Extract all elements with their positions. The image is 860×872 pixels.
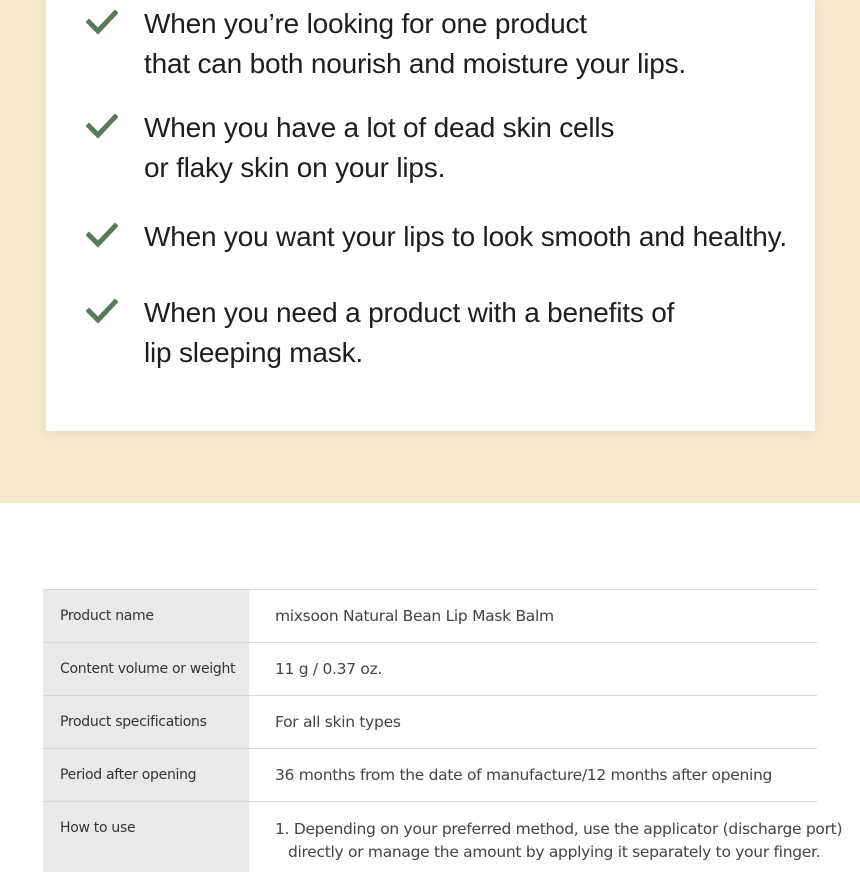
row-value: 11 g / 0.37 oz.: [275, 660, 383, 678]
benefit-line: that can both nourish and moisture your lips.: [144, 48, 686, 79]
benefit-line: When you want your lips to look smooth and healthy.: [144, 221, 787, 252]
row-value: For all skin types: [275, 713, 401, 731]
check-icon: [86, 113, 118, 139]
table-row: [43, 642, 817, 695]
check-icon: [86, 9, 118, 35]
table-row: [43, 695, 817, 748]
table-row: [43, 589, 817, 642]
row-value: [249, 802, 842, 872]
benefit-text: [144, 217, 787, 257]
benefit-line: When you have a lot of dead skin cells: [144, 112, 615, 143]
row-label: Content volume or weight: [43, 643, 249, 695]
benefit-line: When you’re looking for one product: [144, 8, 587, 39]
benefit-line: lip sleeping mask.: [144, 337, 363, 368]
table-row: [43, 801, 843, 872]
row-label: Period after opening: [43, 749, 249, 801]
benefit-text: [144, 4, 686, 84]
row-label: Product specifications: [43, 696, 249, 748]
benefit-text: [144, 293, 674, 373]
row-value: 36 months from the date of manufacture/12 months after opening: [275, 766, 773, 784]
product-spec-table: [43, 589, 843, 872]
how-to-use-line: directly or manage the amount by applying it separately to your finger.: [288, 843, 821, 861]
how-to-use-line: 1. Depending on your preferred method, use the applicator (discharge port): [275, 820, 843, 838]
benefit-text: [144, 108, 614, 188]
row-label: Product name: [43, 590, 249, 642]
benefit-line: or flaky skin on your lips.: [144, 152, 446, 183]
row-label: How to use: [43, 802, 249, 872]
table-row: [43, 748, 817, 801]
check-icon: [86, 298, 118, 324]
benefit-line: When you need a product with a benefits of: [144, 297, 675, 328]
row-value: mixsoon Natural Bean Lip Mask Balm: [275, 607, 554, 625]
check-icon: [86, 222, 118, 248]
benefits-card: [46, 0, 815, 431]
